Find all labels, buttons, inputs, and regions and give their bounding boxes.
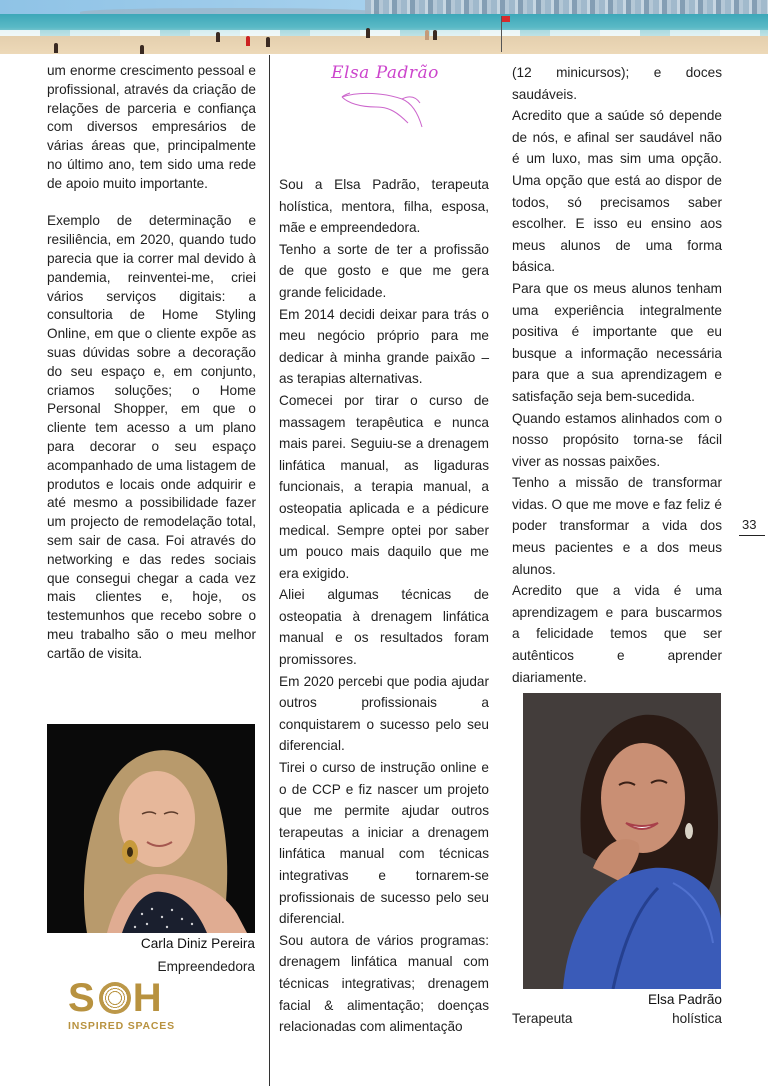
beach-banner-image bbox=[0, 0, 768, 54]
portrait-name-caption: Elsa Padrão bbox=[647, 992, 722, 1007]
portrait-carla-diniz-pereira bbox=[47, 724, 255, 933]
soh-logo-subtitle: INSPIRED SPACES bbox=[68, 1020, 175, 1032]
paragraph: Tirei o curso de instrução online e o de CCP e fiz nascer um projeto que me permite ajudar outros terapeutas a iniciar a drenagem linfática manual com técnicas integrativas e tornarem-se profissionais de sucesso pelo seu diferencial. bbox=[279, 760, 489, 927]
banner-person bbox=[425, 30, 429, 40]
paragraph: Comecei por tirar o curso de massagem terapêutica e nunca mais parei. Seguiu-se a drenagem linfática manual, as ligaduras funcionais, a terapia manual, a osteopatia aplicada e a pédicure medical. Sempre optei por saber um pouco mais daquilo que me era exigido. bbox=[279, 392, 489, 581]
soh-letter-h: H bbox=[132, 976, 164, 1020]
banner-person bbox=[140, 45, 144, 54]
open-hand-icon bbox=[330, 83, 440, 133]
paragraph: Aliei algumas técnicas de osteopatia à drenagem linfática manual e os resultados foram promissores. bbox=[279, 587, 489, 668]
soh-letter-s: S bbox=[68, 976, 97, 1020]
banner-person bbox=[266, 37, 270, 47]
soh-inspired-spaces-logo bbox=[68, 978, 178, 1034]
elsa-padrao-logo bbox=[330, 63, 440, 143]
portrait-role-caption bbox=[512, 1011, 722, 1026]
banner-city-skyline bbox=[365, 0, 768, 14]
portrait-name-caption: Carla Diniz Pereira bbox=[140, 936, 255, 951]
portrait-role-caption: Empreendedora bbox=[157, 959, 255, 974]
banner-red-flag bbox=[501, 16, 502, 52]
paragraph: Tenho a sorte de ter a profissão de que gosto e que me gera grande felicidade. bbox=[279, 241, 489, 300]
paragraph: Sou a Elsa Padrão, terapeuta holística, mentora, filha, esposa, mãe e empreendedora. bbox=[279, 177, 489, 236]
article-column-left bbox=[47, 62, 256, 664]
paragraph: Acredito que a saúde só depende de nós, e afinal ser saudável não é um luxo, mas sim uma opção. Uma opção que está ao dispor de todos, só precisamos saber escolher. E isso eu ensino aos meus alunos de uma forma básica. bbox=[512, 108, 722, 275]
banner-person bbox=[433, 30, 437, 40]
paragraph: Tenho a missão de transformar vidas. O que me move e faz feliz é poder transformar a vida dos meus pacientes e a dos meus alunos. bbox=[512, 475, 722, 577]
paragraph: Sou autora de vários programas: drenagem linfática manual com técnicas integrativas; drenagem facial & alimentação; doenças relacionadas com alimentação bbox=[279, 932, 489, 1035]
page-number: 33 bbox=[742, 517, 757, 532]
banner-sand bbox=[0, 36, 768, 54]
page-number-underline bbox=[739, 535, 765, 536]
banner-person bbox=[216, 32, 220, 42]
paragraph: (12 minicursos); e doces saudáveis. bbox=[512, 65, 722, 102]
elsa-logo-script-text: Elsa Padrão bbox=[331, 63, 439, 83]
banner-person bbox=[54, 43, 58, 53]
soh-logo-wordmark bbox=[68, 978, 178, 1018]
article-column-right bbox=[512, 62, 722, 688]
soh-dotted-circle-icon bbox=[99, 982, 131, 1014]
paragraph: Em 2020 percebi que podia ajudar outros profissionais a conquistarem o sucesso pelo seu diferencial. bbox=[279, 673, 489, 754]
column-divider bbox=[269, 55, 270, 1086]
paragraph: Acredito que a vida é uma aprendizagem e para buscarmos a felicidade temos que ser autênticos e aprender diariamente. bbox=[512, 583, 722, 685]
paragraph: Exemplo de determinação e resiliência, em 2020, quando tudo parecia que ia correr mal devido à pandemia, reinventei-me, criei vários serviços digitais: a consultoria de Home Styling Online, em que o cliente expõe as suas dúvidas sobre a decoração do seu espaço e, em conjunto, criamos soluções; o Home Personal Shopper, em que o cliente tem acesso a um plano para decorar o seu espaço acompanhado de uma listagem de produtos e locais onde adquirir e até mesmo a possibilidade fazer um projecto de remodelação total, sem sair de casa. Foi através do networking e das redes sociais que consegui chegar a cada vez mais clientes e, hoje, os testemunhos que recebo sobre o meu trabalho são o meu melhor cartão de visita. bbox=[47, 213, 256, 661]
portrait-illustration bbox=[47, 724, 255, 933]
portrait-elsa-padrao bbox=[523, 693, 721, 989]
portrait-illustration bbox=[523, 693, 721, 989]
paragraph: Quando estamos alinhados com o nosso propósito torna-se fácil viver as nossas paixões. bbox=[512, 410, 722, 469]
banner-person bbox=[366, 28, 370, 38]
paragraph: Em 2014 decidi deixar para trás o meu negócio próprio para me dedicar à minha grande paixão – as terapias alternativas. bbox=[279, 306, 489, 387]
paragraph: um enorme crescimento pessoal e profissional, através da criação de relações de parceria e confiança com diversos empresários de várias áreas que, principalmente no último ano, tem sido uma rede de apoio muito importante. bbox=[47, 63, 256, 191]
banner-person bbox=[246, 36, 250, 46]
article-column-middle bbox=[279, 174, 489, 1038]
portrait-role-word: holística bbox=[672, 1011, 722, 1026]
paragraph: Para que os meus alunos tenham uma experiência integralmente positiva é importante que eu busque a informação necessária para que a sua aprendizagem e satisfação seja bem-sucedida. bbox=[512, 280, 722, 404]
portrait-role-word: Terapeuta bbox=[512, 1011, 573, 1026]
